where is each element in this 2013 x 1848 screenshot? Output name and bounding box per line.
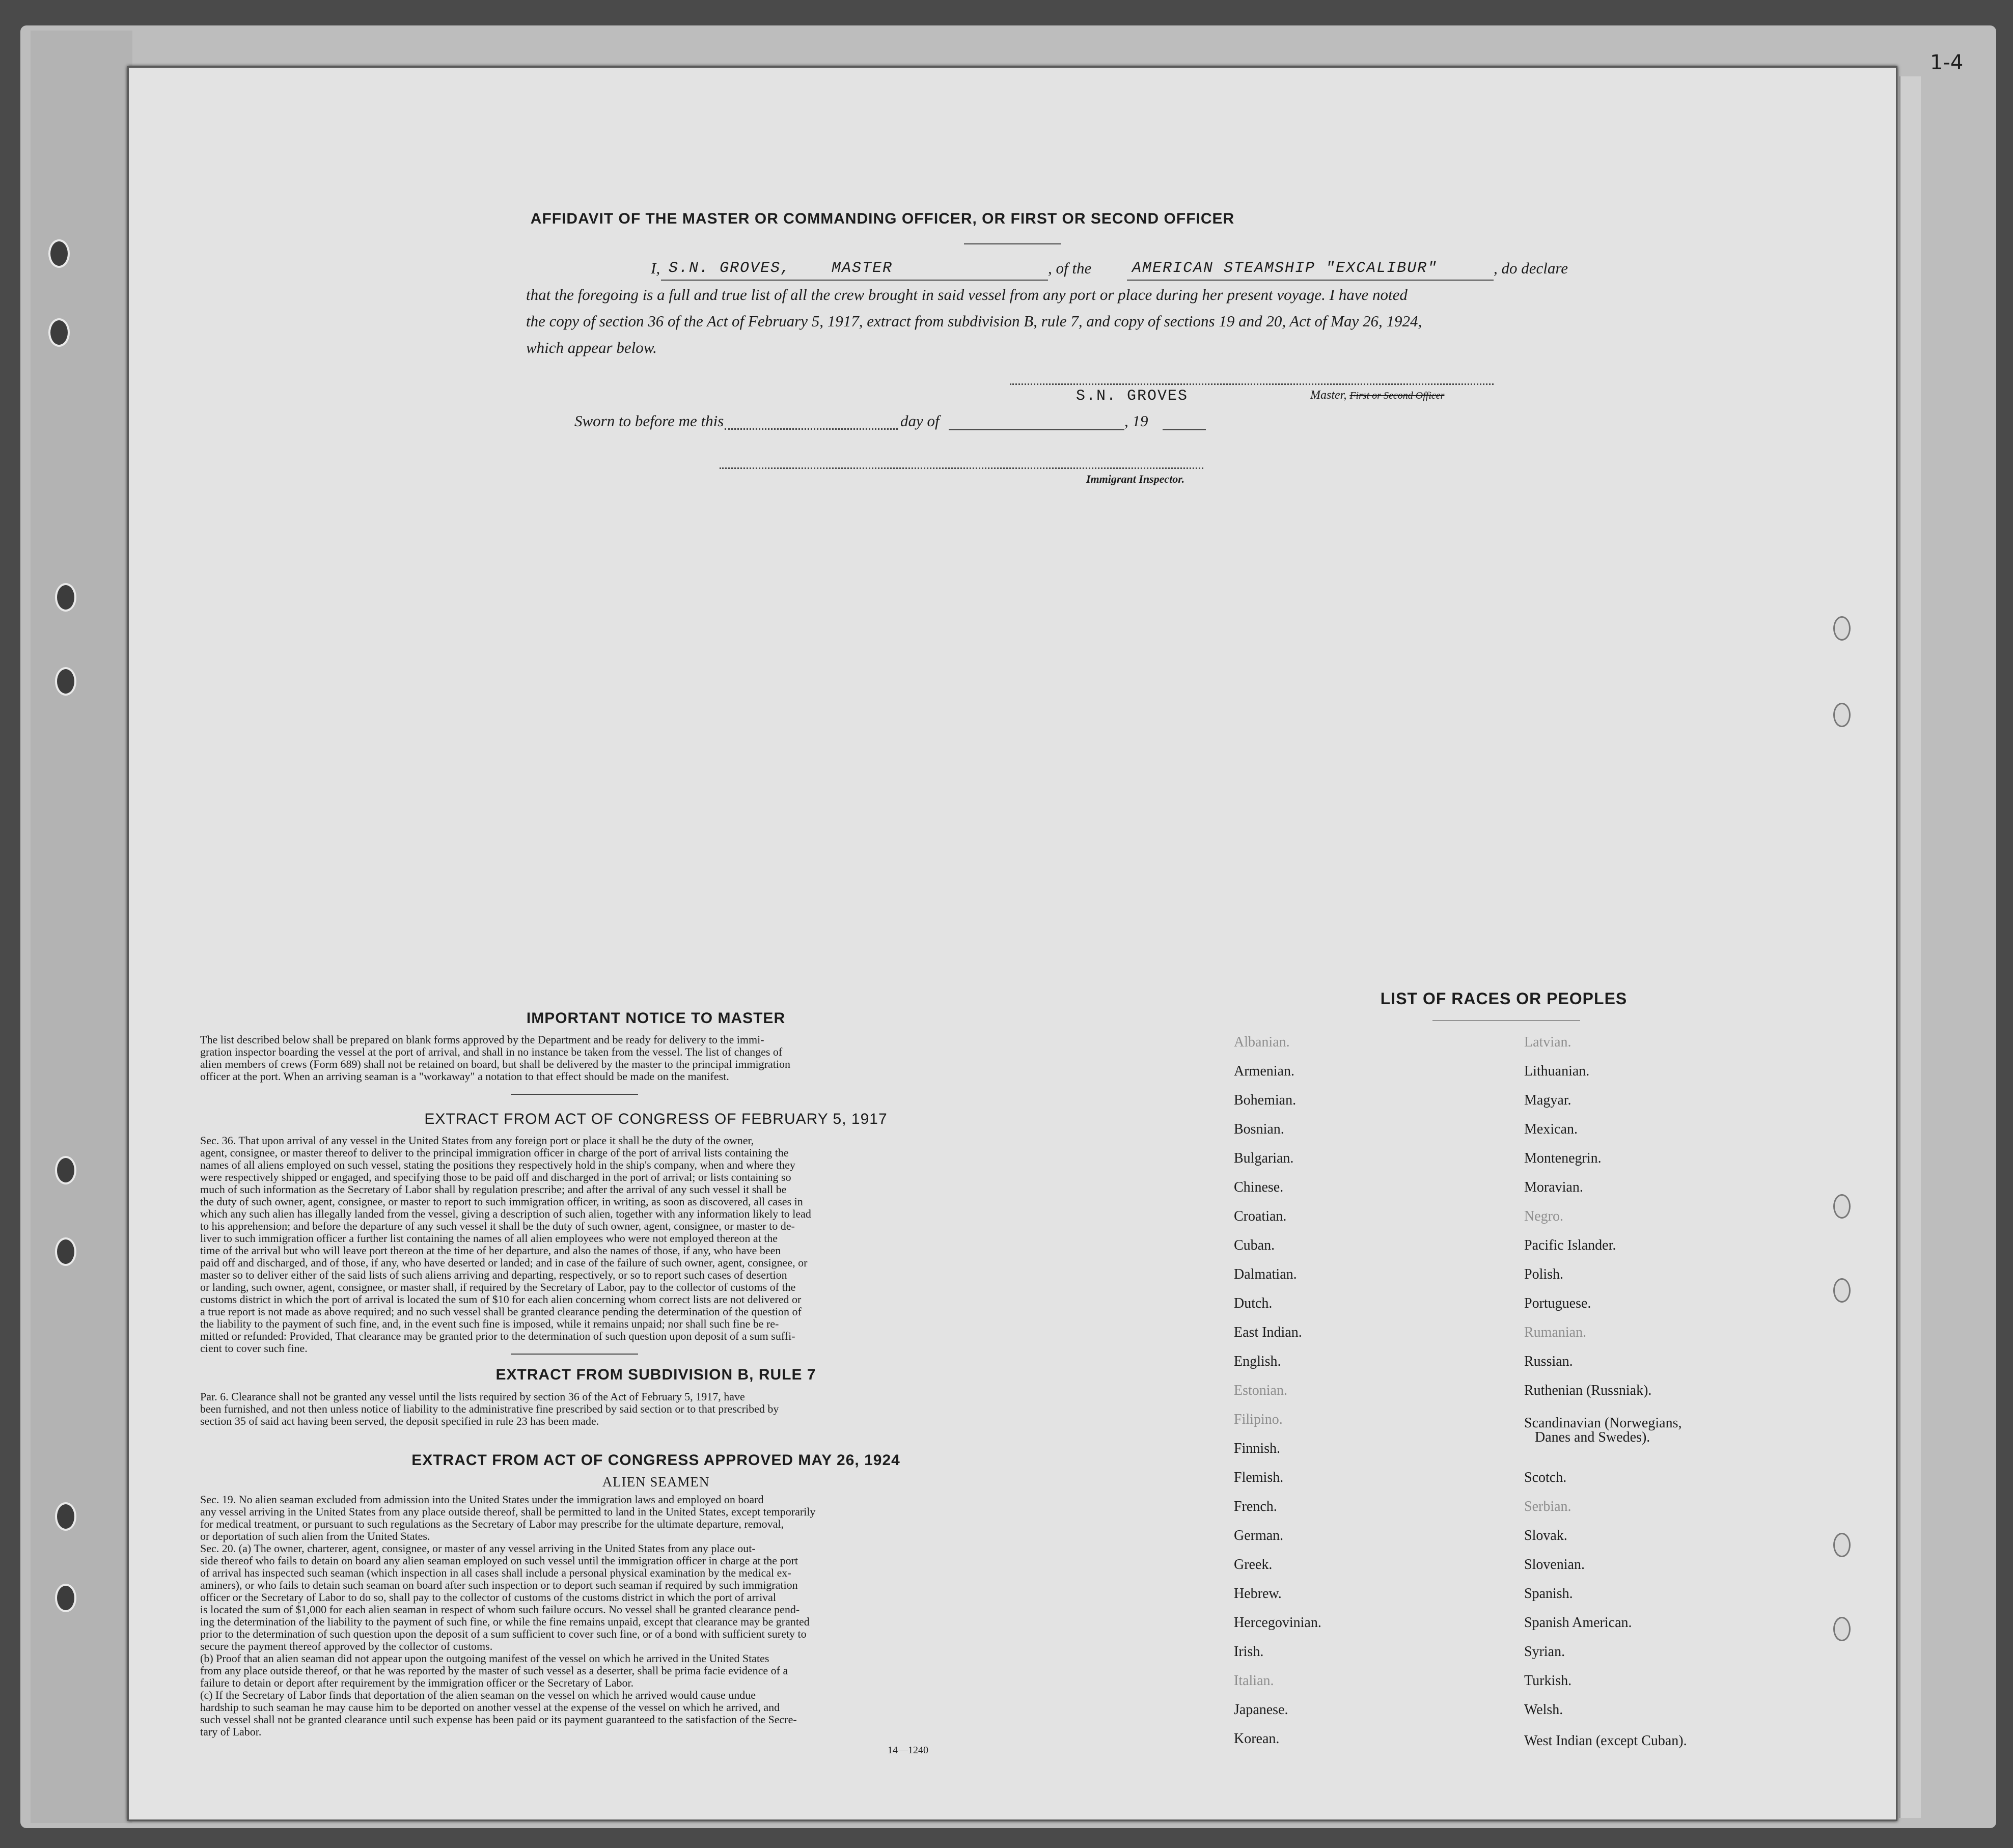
extract-rule7-body — [200, 1391, 1015, 1427]
race-left-item: Cuban. — [1234, 1237, 1275, 1253]
race-right-item: Rumanian. — [1524, 1325, 1587, 1340]
month-line — [949, 429, 1124, 430]
notice-line: The list described below shall be prepared on blank forms approved by the Department and be ready for delivery to the immi- — [200, 1033, 764, 1046]
race-left-item: Italian. — [1234, 1673, 1274, 1689]
extract-1924-line: ing the determination of the liability to the payment of such fine, or while the fine remains unpaid, except that clearance may be granted — [200, 1615, 810, 1628]
extract-1917-line: a true report is not made as above required; and no such vessel shall be granted clearance pending the determination of the question of — [200, 1305, 802, 1318]
extract-1924-line: for medical treatment, or pursuant to such regulations as the Secretary of Labor may prescribe for the ultimate departure, removal, — [200, 1518, 784, 1530]
race-left-item: Armenian. — [1234, 1063, 1294, 1079]
notice-line: alien members of crews (Form 689) shall not be retained on board, but shall be delivered by the master to the principal immigration — [200, 1058, 790, 1070]
form-number: 14—1240 — [888, 1745, 928, 1756]
extract-1924-subtitle: ALIEN SEAMEN — [602, 1474, 710, 1490]
binder-hole — [55, 1156, 76, 1184]
extract-1917-line: customs district in which the port of arrival is located the sum of $10 for each alien concerning whom correct lists are not delivered or — [200, 1293, 802, 1306]
extract-1917-line: much of such information as the Secretary of Labor shall by regulation prescribe; and after the arrival of any such vessel it shall be — [200, 1183, 787, 1196]
race-right-item: Ruthenian (Russniak). — [1524, 1383, 1652, 1398]
race-left-item: Dutch. — [1234, 1295, 1273, 1311]
typed-master-name: S.N. GROVES, — [669, 260, 791, 277]
extract-1924-line: any vessel arriving in the United States from any place outside thereof, shall be permitted to land in the United States, except temporarily — [200, 1505, 816, 1518]
race-right-item: Serbian. — [1524, 1499, 1571, 1514]
race-right-item: Magyar. — [1524, 1092, 1571, 1108]
title-divider — [964, 243, 1061, 244]
race-left-item: Greek. — [1234, 1557, 1273, 1573]
extract-1924-line: is located the sum of $1,000 for each alien seaman in respect of whom such failure occurs. No vessel shall be granted clearance pend- — [200, 1603, 800, 1616]
corner-mark: 1-4 — [1930, 51, 1964, 74]
extract-1917-line: paid off and discharged, and of those, if any, who have deserted or landed; and in case of the failure of such owner, agent, consignee, or — [200, 1256, 808, 1269]
extract-1917-title: EXTRACT FROM ACT OF CONGRESS OF FEBRUARY 5, 1917 — [424, 1111, 888, 1127]
document-page — [127, 66, 1897, 1821]
underlying-page-edge — [1899, 76, 1921, 1818]
race-left-item: Croatian. — [1234, 1208, 1287, 1224]
name-underline — [661, 280, 1048, 281]
extract-1924-line: hardship to such seaman he may cause him to be deported on another vessel at the expense of the vessel on which he arrived, and — [200, 1701, 780, 1714]
affidavit-title: AFFIDAVIT OF THE MASTER OR COMMANDING OFFICER, OR FIRST OR SECOND OFFICER — [530, 210, 1235, 227]
extract-1924-line: or deportation of such alien from the United States. — [200, 1530, 430, 1542]
binder-hole — [55, 667, 76, 696]
race-left-item: English. — [1234, 1354, 1281, 1369]
race-right-item: Negro. — [1524, 1208, 1563, 1224]
extract-1917-line: time of the arrival but who will leave port thereon at the time of her departure, and also the names of those, if any, who have been — [200, 1244, 781, 1257]
year-line — [1163, 429, 1206, 430]
affidavit-line-4: which appear below. — [526, 339, 657, 356]
extract-1924-line: (c) If the Secretary of Labor finds that deportation of the alien seaman on the vessel on which he arrived would cause undue — [200, 1689, 756, 1701]
race-right-item: Turkish. — [1524, 1673, 1572, 1689]
binder-hole — [48, 239, 70, 268]
punch-hole — [1833, 1278, 1851, 1303]
race-right-item: Russian. — [1524, 1354, 1573, 1369]
notice-body — [200, 1034, 1015, 1083]
sworn-day-line — [725, 428, 898, 430]
extract-1917-line: master so to deliver either of the said lists of such aliens arriving and departing, respectively, or so to report such cases of desertion — [200, 1268, 787, 1281]
extract-rule7-line: section 35 of said act having been served, the deposit specified in rule 23 has been made. — [200, 1415, 599, 1427]
race-right-item: Scotch. — [1524, 1470, 1567, 1485]
signature-role-struck: First or Second Officer — [1349, 390, 1445, 401]
extract-1917-line: were respectively shipped or engaged, and specifying those to be paid off and discharged in the port of arrival; or lists containing so — [200, 1171, 791, 1183]
binder-hole — [55, 1584, 76, 1612]
line1-start: I, — [651, 259, 660, 277]
extract-rule7-line: Par. 6. Clearance shall not be granted any vessel until the lists required by section 36 of the Act of February 5, 1917, have — [200, 1390, 745, 1403]
extract-rule7-title: EXTRACT FROM SUBDIVISION B, RULE 7 — [495, 1366, 816, 1383]
extract-1917-line: agent, consignee, or master thereof to deliver to the principal immigration officer in charge of the port of arrival lists containing the — [200, 1146, 789, 1159]
extract-1917-line: names of all aliens employed on such vessel, stating the positions they respectively hold in the ship's company, when and where they — [200, 1159, 795, 1171]
race-right-item: Spanish. — [1524, 1586, 1573, 1602]
extract-1924-line: (b) Proof that an alien seaman did not appear upon the outgoing manifest of the vessel on which he arrived in the United States — [200, 1652, 769, 1665]
race-right-item: Moravian. — [1524, 1179, 1583, 1195]
race-left-item: Bulgarian. — [1234, 1150, 1294, 1166]
extract-1924-line: of arrival has inspected such seaman (which inspection in all cases shall include a personal physical examination by the medical ex- — [200, 1566, 791, 1579]
race-left-item: Bosnian. — [1234, 1121, 1284, 1137]
binder-hole — [55, 1502, 76, 1531]
race-left-item: Japanese. — [1234, 1702, 1288, 1718]
signature-role-prefix: Master, — [1310, 389, 1347, 402]
punch-hole — [1833, 703, 1851, 727]
extract-1917-body — [200, 1135, 1015, 1355]
day-of-label: day of — [900, 412, 940, 430]
extract-1917-line: the liability to the payment of such fine, and, in the event such fine is imposed, while it remains unpaid; nor shall such fine be re- — [200, 1317, 779, 1330]
extract-1924-line: such vessel shall not be granted clearance until such expense has been paid or its payment guaranteed to the satisfaction of the Secre- — [200, 1713, 797, 1726]
extract-1917-line: which any such alien has illegally landed from the vessel, giving a description of such alien, together with any information likely to lead — [200, 1207, 811, 1220]
race-left-item: Estonian. — [1234, 1383, 1287, 1398]
punch-hole — [1833, 1194, 1851, 1219]
extract-1917-line: mitted or refunded: Provided, That clearance may be granted prior to the determination of such question upon deposit of a sum suffi- — [200, 1330, 795, 1342]
binder-strip — [31, 31, 132, 1823]
extract-rule7-line: been furnished, and not then unless notice of liability to the administrative fine prescribed by said section or to that prescribed by — [200, 1402, 779, 1415]
extract-1924-line: tary of Labor. — [200, 1725, 262, 1738]
extract-1924-line: Sec. 19. No alien seaman excluded from admission into the United States under the immigration laws and employed on board — [200, 1493, 764, 1506]
extract-1917-line: cient to cover such fine. — [200, 1342, 308, 1355]
punch-hole — [1833, 616, 1851, 641]
race-left-item: Dalmatian. — [1234, 1266, 1297, 1282]
notice-line: officer at the port. When an arriving seaman is a "workaway" a notation to that effect should be made on the manifest. — [200, 1070, 729, 1083]
do-declare-label: , do declare — [1494, 259, 1568, 277]
extract-1924-line: officer or the Secretary of Labor to do so, shall pay to the collector of customs of the customs district in which the port of arrival — [200, 1591, 777, 1604]
binder-hole — [55, 583, 76, 612]
race-right-item: Welsh. — [1524, 1702, 1563, 1718]
race-right-item: Slovenian. — [1524, 1557, 1585, 1573]
race-left-item: Irish. — [1234, 1644, 1264, 1660]
race-left-item: East Indian. — [1234, 1325, 1302, 1340]
typed-rank: MASTER — [832, 260, 893, 277]
extract-1917-line: Sec. 36. That upon arrival of any vessel in the United States from any foreign port or place it shall be the duty of the owner, — [200, 1134, 754, 1147]
extract-1924-line: from any place outside thereof, or that he was reported by the master of such vessel as a deserter, shall be prima facie evidence of a — [200, 1664, 788, 1677]
inspector-line — [720, 467, 1203, 469]
race-right-item: Slovak. — [1524, 1528, 1567, 1543]
race-left-item: Bohemian. — [1234, 1092, 1297, 1108]
signature-line — [1010, 383, 1494, 385]
year-label: , 19 — [1124, 412, 1148, 430]
race-left-item: Flemish. — [1234, 1470, 1284, 1485]
race-right-item: Mexican. — [1524, 1121, 1578, 1137]
race-left-item: Hercegovinian. — [1234, 1615, 1321, 1631]
race-right-item: Montenegrin. — [1524, 1150, 1602, 1166]
races-title: LIST OF RACES OR PEOPLES — [1380, 989, 1628, 1008]
race-right-item: Lithuanian. — [1524, 1063, 1590, 1079]
extract-1917-line: the duty of such owner, agent, consignee, or master to report to such immigration officer, in writing, as soon as discovered, all cases in — [200, 1195, 803, 1208]
extract-1924-line: aminers), or who fails to detain such seaman on board after such inspection or to deport such seaman if required by such immigration — [200, 1579, 798, 1591]
race-left-item: Filipino. — [1234, 1412, 1283, 1427]
extract-1924-line: side thereof who fails to detain on board any alien seaman employed on such vessel until the immigration officer in charge at the port — [200, 1554, 798, 1567]
race-left-item: Chinese. — [1234, 1179, 1284, 1195]
race-left-item: Hebrew. — [1234, 1586, 1282, 1602]
of-the-label: , of the — [1048, 259, 1092, 277]
extract-1917-line: or landing, such owner, agent, consignee, or master shall, if required by the Secretary of Labor, pay to the collector of customs of the — [200, 1281, 796, 1293]
section-divider — [511, 1354, 638, 1355]
section-divider — [511, 1094, 638, 1095]
signature-role — [1310, 389, 1444, 402]
extract-1924-line: failure to detain or deport after requirement by the immigration officer or the Secretary of Labor. — [200, 1676, 634, 1689]
race-right-item: Scandinavian (Norwegians, Danes and Swedes). — [1524, 1415, 1682, 1445]
extract-1924-title: EXTRACT FROM ACT OF CONGRESS APPROVED MAY 26, 1924 — [411, 1452, 900, 1469]
inspector-label: Immigrant Inspector. — [1086, 473, 1185, 485]
affidavit-line-1 — [580, 255, 1649, 284]
vessel-underline — [1127, 280, 1494, 281]
extract-1924-line: Sec. 20. (a) The owner, charterer, agent, consignee, or master of any vessel arriving in the United States from any place out- — [200, 1542, 756, 1555]
extract-1917-line: to his apprehension; and before the departure of any such vessel it shall be the duty of such owner, agent, consignee, or master to de- — [200, 1220, 795, 1232]
affidavit-line-2: that the foregoing is a full and true list of all the crew brought in said vessel from any port or place during her present voyage. I have noted — [526, 286, 1408, 304]
notice-title: IMPORTANT NOTICE TO MASTER — [526, 1010, 786, 1027]
binder-hole — [55, 1237, 76, 1266]
race-left-item: French. — [1234, 1499, 1277, 1514]
race-right-item: Portuguese. — [1524, 1295, 1591, 1311]
race-right-item: Spanish American. — [1524, 1615, 1632, 1631]
race-right-item: Polish. — [1524, 1266, 1564, 1282]
affidavit-line-3: the copy of section 36 of the Act of February 5, 1917, extract from subdivision B, rule 7, and copy of sections 19 and 20, Act of May 26, 1924, — [526, 312, 1422, 330]
sworn-label: Sworn to before me this — [574, 412, 724, 430]
race-right-item: Syrian. — [1524, 1644, 1565, 1660]
race-left-item: German. — [1234, 1528, 1284, 1543]
extract-1917-line: liver to such immigration officer a further list containing the names of all alien employees who were not employed thereon at the — [200, 1232, 778, 1245]
extract-1924-line: prior to the determination of such question upon the deposit of a sum sufficient to cover such fine, or of a bond with sufficient surety to — [200, 1628, 807, 1640]
punch-hole — [1833, 1617, 1851, 1641]
typed-signature: S.N. GROVES — [1076, 388, 1189, 405]
race-left-item: Finnish. — [1234, 1441, 1281, 1456]
race-right-item: West Indian (except Cuban). — [1524, 1733, 1687, 1749]
punch-hole — [1833, 1533, 1851, 1557]
extract-1924-line: secure the payment thereof approved by the collector of customs. — [200, 1640, 493, 1652]
race-right-item: Latvian. — [1524, 1034, 1571, 1050]
binder-hole — [48, 318, 70, 347]
race-left-item: Korean. — [1234, 1731, 1280, 1747]
typed-vessel-name: AMERICAN STEAMSHIP "EXCALIBUR" — [1132, 260, 1438, 277]
notice-line: gration inspector boarding the vessel at the port of arrival, and shall in no instance be taken from the vessel. The list of changes of — [200, 1045, 783, 1058]
race-right-item: Pacific Islander. — [1524, 1237, 1616, 1253]
race-left-item: Albanian. — [1234, 1034, 1290, 1050]
extract-1924-body — [200, 1494, 1015, 1738]
